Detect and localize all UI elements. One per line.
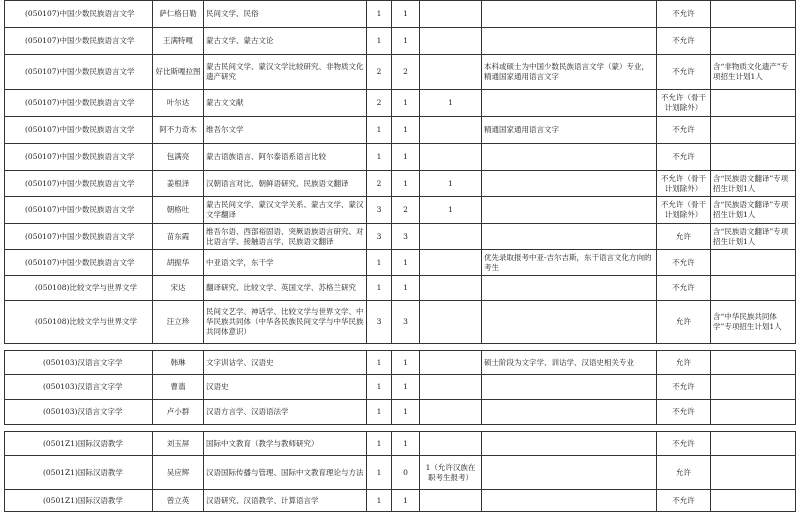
- direction-cell: 蒙古文文献: [204, 90, 367, 117]
- requirement-cell: [482, 490, 657, 512]
- tutor-cell: 王满特嘎: [153, 28, 204, 55]
- major-cell: (0501Z1)国际汉语教学: [5, 490, 153, 512]
- cross-major-cell: 允许: [657, 456, 711, 490]
- note-cell: [711, 1, 796, 28]
- table-row: [5, 1, 796, 28]
- requirement-cell: [482, 1, 657, 28]
- special-plan-cell: [420, 1, 482, 28]
- direction-cell: 汉语史: [204, 375, 367, 400]
- note-cell: [711, 351, 796, 375]
- requirement-cell: 优先录取报考中亚-吉尔吉斯，东干语言文化方向的考生: [482, 250, 657, 276]
- tutor-cell: 宋达: [153, 276, 204, 301]
- cross-major-cell: 允许: [657, 224, 711, 250]
- direction-cell: 汉朝语言对比、朝鲜语研究、民族语文翻译: [204, 171, 367, 197]
- major-cell: (050103)汉语言文字学: [5, 375, 153, 400]
- exempt-count-cell: 1: [392, 432, 420, 456]
- major-cell: (0501Z1)国际汉语教学: [5, 432, 153, 456]
- note-cell: 含“民族语文翻译”专项招生计划1人: [711, 171, 796, 197]
- cross-major-cell: 不允许: [657, 400, 711, 425]
- exempt-count-cell: 1: [392, 117, 420, 144]
- plan-count-cell: 1: [367, 351, 392, 375]
- table-row: [5, 90, 796, 117]
- plan-count-cell: 1: [367, 456, 392, 490]
- major-cell: (050107)中国少数民族语言文学: [5, 1, 153, 28]
- special-plan-cell: [420, 117, 482, 144]
- requirement-cell: [482, 197, 657, 224]
- table-row: [5, 144, 796, 171]
- direction-cell: 汉语方言学、汉语语法学: [204, 400, 367, 425]
- special-plan-cell: [420, 55, 482, 90]
- tutor-cell: 朝格吐: [153, 197, 204, 224]
- tutor-cell: 刘玉屏: [153, 432, 204, 456]
- requirement-cell: [482, 276, 657, 301]
- table-row: [5, 375, 796, 400]
- note-cell: [711, 117, 796, 144]
- plan-count-cell: 1: [367, 117, 392, 144]
- gap-cell: [5, 425, 796, 432]
- special-plan-cell: 1: [420, 90, 482, 117]
- tutor-cell: 曾立英: [153, 490, 204, 512]
- direction-cell: 蒙古语族语言、阿尔泰语系语言比较: [204, 144, 367, 171]
- major-cell: (050108)比较文学与世界文学: [5, 301, 153, 344]
- requirement-cell: [482, 28, 657, 55]
- note-cell: [711, 28, 796, 55]
- plan-count-cell: 1: [367, 490, 392, 512]
- requirement-cell: [482, 90, 657, 117]
- note-cell: 含“中华民族共同体学”专项招生计划1人: [711, 301, 796, 344]
- cross-major-cell: 不允许（骨干计划除外）: [657, 197, 711, 224]
- tutor-cell: 胡振华: [153, 250, 204, 276]
- direction-cell: 汉语国际传播与管理、国际中文教育理论与方法: [204, 456, 367, 490]
- table-row: [5, 250, 796, 276]
- table-row: [5, 224, 796, 250]
- major-cell: (050107)中国少数民族语言文学: [5, 250, 153, 276]
- note-cell: 含“民族语文翻译”专项招生计划1人: [711, 224, 796, 250]
- exempt-count-cell: 3: [392, 301, 420, 344]
- exempt-count-cell: 1: [392, 1, 420, 28]
- tutor-cell: 卢小群: [153, 400, 204, 425]
- note-cell: [711, 90, 796, 117]
- plan-count-cell: 3: [367, 197, 392, 224]
- plan-count-cell: 2: [367, 90, 392, 117]
- requirement-cell: 精通国家通用语言文字: [482, 117, 657, 144]
- cross-major-cell: 不允许: [657, 250, 711, 276]
- special-plan-cell: [420, 276, 482, 301]
- cross-major-cell: 不允许: [657, 28, 711, 55]
- major-cell: (050103)汉语言文字学: [5, 351, 153, 375]
- major-cell: (050107)中国少数民族语言文学: [5, 90, 153, 117]
- note-cell: 含“非物质文化遗产”专项招生计划1人: [711, 55, 796, 90]
- direction-cell: 国际中文教育（教学与教师研究）: [204, 432, 367, 456]
- requirement-cell: [482, 224, 657, 250]
- exempt-count-cell: 1: [392, 375, 420, 400]
- direction-cell: 中亚语文学，东干学: [204, 250, 367, 276]
- tutor-cell: 韩琳: [153, 351, 204, 375]
- plan-count-cell: 1: [367, 144, 392, 171]
- tutor-cell: 汪立珍: [153, 301, 204, 344]
- table-row: [5, 171, 796, 197]
- major-cell: (050107)中国少数民族语言文学: [5, 197, 153, 224]
- special-plan-cell: [420, 224, 482, 250]
- plan-count-cell: 3: [367, 301, 392, 344]
- cross-major-cell: 不允许: [657, 144, 711, 171]
- table-row: [5, 117, 796, 144]
- cross-major-cell: 不允许: [657, 276, 711, 301]
- special-plan-cell: [420, 400, 482, 425]
- plan-count-cell: 2: [367, 55, 392, 90]
- direction-cell: 蒙古民间文学、蒙汉文学比较研究、非物质文化遗产研究: [204, 55, 367, 90]
- requirement-cell: [482, 301, 657, 344]
- plan-count-cell: 1: [367, 250, 392, 276]
- major-cell: (050108)比较文学与世界文学: [5, 276, 153, 301]
- exempt-count-cell: 2: [392, 55, 420, 90]
- major-cell: (050107)中国少数民族语言文学: [5, 224, 153, 250]
- special-plan-cell: [420, 301, 482, 344]
- table-row: [5, 490, 796, 512]
- plan-count-cell: 2: [367, 171, 392, 197]
- exempt-count-cell: 1: [392, 276, 420, 301]
- special-plan-cell: 1: [420, 171, 482, 197]
- plan-count-cell: 1: [367, 276, 392, 301]
- cross-major-cell: 允许: [657, 301, 711, 344]
- tutor-cell: 好比斯嘎拉图: [153, 55, 204, 90]
- requirement-cell: [482, 456, 657, 490]
- note-cell: [711, 375, 796, 400]
- major-cell: (050103)汉语言文字学: [5, 400, 153, 425]
- cross-major-cell: 不允许: [657, 55, 711, 90]
- special-plan-cell: [420, 351, 482, 375]
- admissions-table: [4, 0, 796, 512]
- requirement-cell: 本科或硕士为中国少数民族语言文学（蒙）专业，精通国家通用语言文字: [482, 55, 657, 90]
- note-cell: 含“民族语文翻译”专项招生计划1人: [711, 197, 796, 224]
- exempt-count-cell: 1: [392, 144, 420, 171]
- exempt-count-cell: 1: [392, 171, 420, 197]
- exempt-count-cell: 1: [392, 90, 420, 117]
- direction-cell: 维吾尔语、西部裕固语、突厥语族语言研究、对比语言学、接触语言学、民族语文翻译: [204, 224, 367, 250]
- direction-cell: 蒙古民间文学、蒙汉文学关系、蒙古文学、蒙汉文学翻译: [204, 197, 367, 224]
- note-cell: [711, 144, 796, 171]
- note-cell: [711, 490, 796, 512]
- note-cell: [711, 432, 796, 456]
- exempt-count-cell: 1: [392, 250, 420, 276]
- exempt-count-cell: 3: [392, 224, 420, 250]
- special-plan-cell: [420, 250, 482, 276]
- plan-count-cell: 1: [367, 400, 392, 425]
- major-cell: (0501Z1)国际汉语教学: [5, 456, 153, 490]
- direction-cell: 汉语研究、汉语教学、计算语言学: [204, 490, 367, 512]
- tutor-cell: 阿不力奇木: [153, 117, 204, 144]
- cross-major-cell: 不允许: [657, 1, 711, 28]
- table-row: [5, 55, 796, 90]
- requirement-cell: 硕士阶段为文字学、训诂学、汉语史相关专业: [482, 351, 657, 375]
- direction-cell: 文字训诂学、汉语史: [204, 351, 367, 375]
- table-row: [5, 28, 796, 55]
- tutor-cell: 叶尔达: [153, 90, 204, 117]
- direction-cell: 民间文学、民俗: [204, 1, 367, 28]
- exempt-count-cell: 1: [392, 351, 420, 375]
- major-cell: (050107)中国少数民族语言文学: [5, 28, 153, 55]
- table-row: [5, 197, 796, 224]
- cross-major-cell: 允许: [657, 351, 711, 375]
- exempt-count-cell: 0: [392, 456, 420, 490]
- plan-count-cell: 1: [367, 1, 392, 28]
- tutor-cell: 姜根泽: [153, 171, 204, 197]
- section-gap: [5, 425, 796, 432]
- tutor-cell: 苗东霞: [153, 224, 204, 250]
- gap-cell: [5, 344, 796, 351]
- major-cell: (050107)中国少数民族语言文学: [5, 55, 153, 90]
- tutor-cell: 萨仁格日勒: [153, 1, 204, 28]
- tutor-cell: 吴应辉: [153, 456, 204, 490]
- plan-count-cell: 1: [367, 28, 392, 55]
- tutor-cell: 包满亮: [153, 144, 204, 171]
- cross-major-cell: 不允许（骨干计划除外）: [657, 90, 711, 117]
- cross-major-cell: 不允许: [657, 117, 711, 144]
- direction-cell: 翻译研究、比较文学、英国文学、苏格兰研究: [204, 276, 367, 301]
- major-cell: (050107)中国少数民族语言文学: [5, 171, 153, 197]
- requirement-cell: [482, 375, 657, 400]
- plan-count-cell: 1: [367, 432, 392, 456]
- requirement-cell: [482, 400, 657, 425]
- major-cell: (050107)中国少数民族语言文学: [5, 117, 153, 144]
- exempt-count-cell: 1: [392, 400, 420, 425]
- section-gap: [5, 344, 796, 351]
- cross-major-cell: 不允许: [657, 490, 711, 512]
- requirement-cell: [482, 144, 657, 171]
- special-plan-cell: 1（允许汉族在职考生报考）: [420, 456, 482, 490]
- table-row: [5, 456, 796, 490]
- special-plan-cell: [420, 490, 482, 512]
- requirement-cell: [482, 171, 657, 197]
- cross-major-cell: 不允许: [657, 375, 711, 400]
- special-plan-cell: [420, 375, 482, 400]
- exempt-count-cell: 1: [392, 28, 420, 55]
- note-cell: [711, 276, 796, 301]
- table-row: [5, 400, 796, 425]
- exempt-count-cell: 1: [392, 490, 420, 512]
- plan-count-cell: 1: [367, 375, 392, 400]
- special-plan-cell: [420, 28, 482, 55]
- special-plan-cell: 1: [420, 197, 482, 224]
- direction-cell: 维吾尔文学: [204, 117, 367, 144]
- direction-cell: 民间文艺学、神话学、比较文学与世界文学、中华民族共同体（中华各民族民间文学与中华民族共同体意识）: [204, 301, 367, 344]
- exempt-count-cell: 2: [392, 197, 420, 224]
- plan-count-cell: 3: [367, 224, 392, 250]
- table-row: [5, 301, 796, 344]
- cross-major-cell: 不允许（骨干计划除外）: [657, 171, 711, 197]
- major-cell: (050107)中国少数民族语言文学: [5, 144, 153, 171]
- note-cell: [711, 456, 796, 490]
- cross-major-cell: 不允许: [657, 432, 711, 456]
- special-plan-cell: [420, 144, 482, 171]
- table-row: [5, 351, 796, 375]
- note-cell: [711, 250, 796, 276]
- note-cell: [711, 400, 796, 425]
- tutor-cell: 曹翡: [153, 375, 204, 400]
- table-row: [5, 276, 796, 301]
- requirement-cell: [482, 432, 657, 456]
- special-plan-cell: [420, 432, 482, 456]
- direction-cell: 蒙古文学、蒙古文论: [204, 28, 367, 55]
- table-row: [5, 432, 796, 456]
